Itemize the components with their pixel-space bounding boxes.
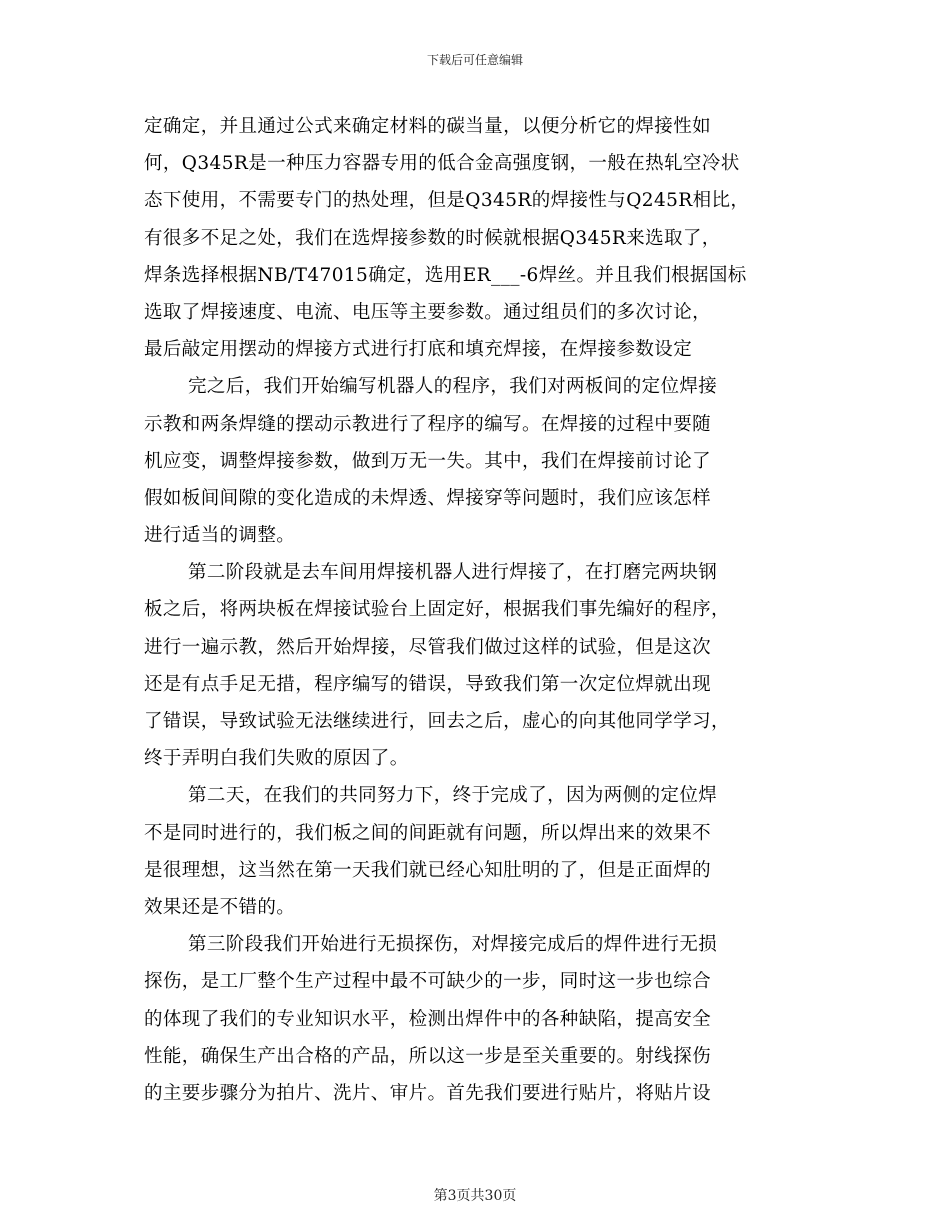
- body-text-line: 性能，确保生产出合格的产品，所以这一步是至关重要的。射线探伤: [144, 1045, 712, 1067]
- body-text-line: 定确定，并且通过公式来确定材料的碳当量，以便分析它的焊接性如: [144, 116, 712, 137]
- body-text-line: 不是同时进行的，我们板之间的间距就有问题，所以焊出来的效果不: [144, 822, 712, 844]
- body-text-line: 最后敲定用摆动的焊接方式进行打底和填充焊接，在焊接参数设定: [144, 339, 693, 361]
- body-text-line: 效果还是不错的。: [144, 896, 296, 918]
- body-text-line: 是很理想，这当然在第一天我们就已经心知肚明的了，但是正面焊的: [144, 859, 712, 881]
- body-text-line: 选取了焊接速度、电流、电压等主要参数。通过组员们的多次讨论，: [144, 301, 712, 323]
- document-body: [144, 108, 809, 1112]
- body-text-line: 还是有点手足无措，程序编写的错误，导致我们第一次定位焊就出现: [144, 673, 712, 695]
- body-text-line: 态下使用，不需要专门的热处理，但是Q345R的焊接性与Q245R相比，: [144, 190, 750, 212]
- body-text-line: 的体现了我们的专业知识水平，检测出焊件中的各种缺陷，提高安全: [144, 1008, 712, 1030]
- body-text-line: 探伤，是工厂整个生产过程中最不可缺少的一步，同时这一步也综合: [144, 971, 712, 993]
- body-text-line: 板之后，将两块板在焊接试验台上固定好，根据我们事先编好的程序，: [144, 599, 730, 621]
- body-text-line: 了错误，导致试验无法继续进行，回去之后，虚心的向其他同学学习，: [144, 711, 730, 732]
- body-text-line: 完之后，我们开始编写机器人的程序，我们对两板间的定位焊接: [188, 376, 718, 398]
- body-text-line: 第二天，在我们的共同努力下，终于完成了，因为两侧的定位焊: [188, 785, 718, 807]
- body-text-line: 示教和两条焊缝的摆动示教进行了程序的编写。在焊接的过程中要随: [144, 413, 712, 435]
- page-header: 下载后可任意编辑: [426, 53, 523, 67]
- body-text-line: 的主要步骤分为拍片、洗片、审片。首先我们要进行贴片，将贴片设: [144, 1082, 712, 1104]
- body-text-line: 焊条选择根据NB/T47015确定，选用ER___-6焊丝。并且我们根据国标: [144, 264, 747, 286]
- body-text-line: 机应变，调整焊接参数，做到万无一失。其中，我们在焊接前讨论了: [144, 450, 712, 472]
- page-number-footer: 第3页共30页: [433, 1188, 517, 1204]
- body-text-line: 假如板间间隙的变化造成的未焊透、焊接穿等问题时，我们应该怎样: [144, 487, 712, 509]
- body-text-line: 有很多不足之处，我们在选焊接参数的时候就根据Q345R来选取了，: [144, 227, 721, 249]
- body-text-line: 第二阶段就是去车间用焊接机器人进行焊接了，在打磨完两块钢: [188, 562, 718, 584]
- body-text-line: 终于弄明白我们失败的原因了。: [144, 748, 409, 770]
- body-text-line: 进行适当的调整。: [144, 525, 296, 547]
- body-text-line: 第三阶段我们开始进行无损探伤，对焊接完成后的焊件进行无损: [188, 934, 718, 956]
- body-text-line: 何，Q345R是一种压力容器专用的低合金高强度钢，一般在热轧空冷状: [144, 153, 740, 175]
- body-text-line: 进行一遍示教，然后开始焊接，尽管我们做过这样的试验，但是这次: [144, 636, 712, 658]
